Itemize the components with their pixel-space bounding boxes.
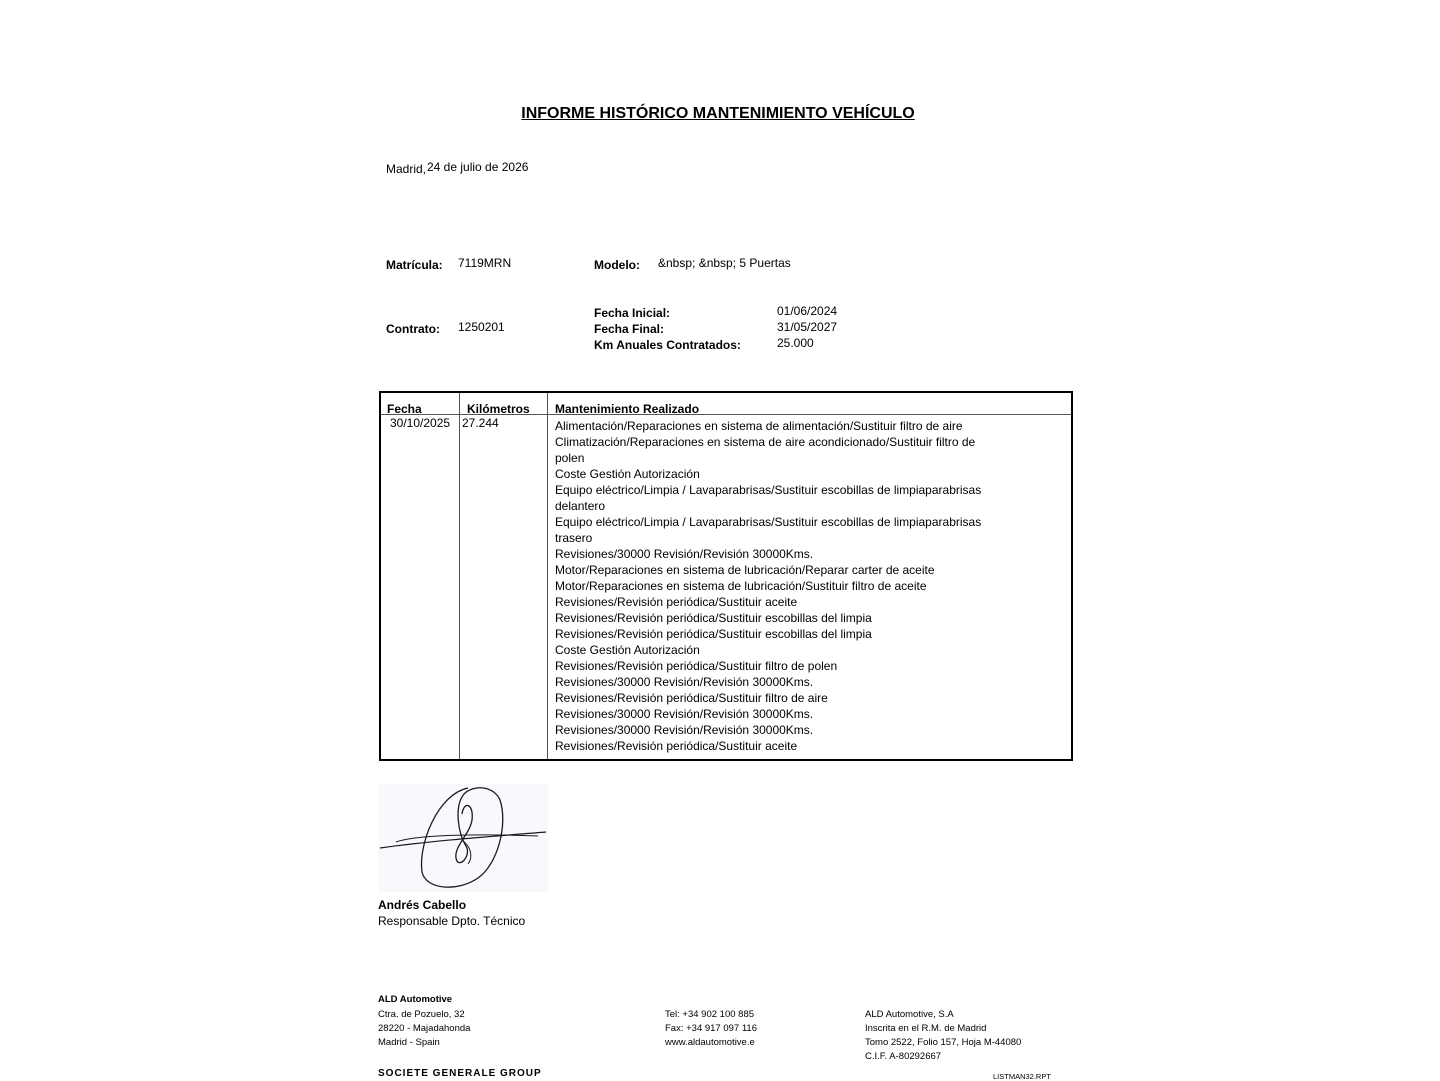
fecha-final-label: Fecha Final: bbox=[594, 322, 665, 336]
maintenance-item: Revisiones/Revisión periódica/Sustituir aceite bbox=[555, 739, 798, 753]
maintenance-item: Motor/Reparaciones en sistema de lubricación/Sustituir filtro de aceite bbox=[555, 579, 927, 593]
footer-fax: Fax: +34 917 097 116 bbox=[665, 1023, 757, 1034]
column-divider bbox=[547, 393, 548, 759]
footer-company: ALD Automotive bbox=[378, 994, 453, 1005]
footer-address-line: Madrid - Spain bbox=[378, 1037, 440, 1048]
fecha-final-value: 31/05/2027 bbox=[777, 320, 838, 334]
matricula-value: 7119MRN bbox=[458, 256, 512, 270]
signatory-role: Responsable Dpto. Técnico bbox=[378, 914, 526, 928]
maintenance-item: Motor/Reparaciones en sistema de lubricación/Reparar carter de aceite bbox=[555, 563, 935, 577]
matricula-label: Matrícula: bbox=[386, 258, 443, 272]
footer-legal-line: C.I.F. A-80292667 bbox=[865, 1051, 942, 1062]
row-fecha: 30/10/2025 bbox=[390, 416, 451, 430]
footer-legal-line: Tomo 2522, Folio 157, Hoja M-44080 bbox=[865, 1037, 1022, 1048]
maintenance-item: Revisiones/30000 Revisión/Revisión 30000Kms. bbox=[555, 675, 814, 689]
maintenance-items bbox=[555, 418, 995, 754]
footer-address-line: 28220 - Majadahonda bbox=[378, 1023, 471, 1034]
header-fecha: Fecha bbox=[387, 402, 422, 416]
signatory-name: Andrés Cabello bbox=[378, 898, 467, 912]
group-logo-text: SOCIETE GENERALE GROUP bbox=[378, 1068, 542, 1079]
signature bbox=[378, 784, 548, 892]
footer-phone: Tel: +34 902 100 885 bbox=[665, 1009, 755, 1020]
maintenance-item: Revisiones/30000 Revisión/Revisión 30000Kms. bbox=[555, 723, 814, 737]
maintenance-item: Alimentación/Reparaciones en sistema de alimentación/Sustituir filtro de aire bbox=[555, 419, 963, 433]
report-date: 24 de julio de 2026 bbox=[427, 160, 529, 174]
place-label: Madrid, bbox=[386, 162, 427, 176]
maintenance-item: Coste Gestión Autorización bbox=[555, 643, 700, 657]
contrato-value: 1250201 bbox=[458, 320, 505, 334]
modelo-value: &nbsp; &nbsp; 5 Puertas bbox=[658, 256, 791, 270]
report-title: INFORME HISTÓRICO MANTENIMIENTO VEHÍCULO bbox=[521, 105, 915, 122]
footer-address-line: Ctra. de Pozuelo, 32 bbox=[378, 1009, 465, 1020]
maintenance-item: Equipo eléctrico/Limpia / Lavaparabrisas/Sustituir escobillas de limpiaparabrisas delantero bbox=[555, 483, 982, 513]
maintenance-item: Revisiones/Revisión periódica/Sustituir aceite bbox=[555, 595, 798, 609]
maintenance-item: Climatización/Reparaciones en sistema de aire acondicionado/Sustituir filtro de polen bbox=[555, 435, 976, 465]
header-mantenimiento: Mantenimiento Realizado bbox=[555, 402, 700, 416]
maintenance-item: Revisiones/Revisión periódica/Sustituir filtro de polen bbox=[555, 659, 838, 673]
maintenance-item: Equipo eléctrico/Limpia / Lavaparabrisas/Sustituir escobillas de limpiaparabrisas trasero bbox=[555, 515, 982, 545]
fecha-inicial-label: Fecha Inicial: bbox=[594, 306, 671, 320]
fecha-inicial-value: 01/06/2024 bbox=[777, 304, 838, 318]
column-divider bbox=[459, 393, 460, 759]
maintenance-item: Coste Gestión Autorización bbox=[555, 467, 700, 481]
km-anuales-value: 25.000 bbox=[777, 336, 814, 350]
footer-legal-line: Inscrita en el R.M. de Madrid bbox=[865, 1023, 987, 1034]
footer-website: www.aldautomotive.e bbox=[665, 1037, 755, 1048]
maintenance-item: Revisiones/Revisión periódica/Sustituir escobillas del limpia bbox=[555, 611, 872, 625]
contrato-label: Contrato: bbox=[386, 322, 440, 336]
footer-legal-line: ALD Automotive, S.A bbox=[865, 1009, 954, 1020]
maintenance-item: Revisiones/Revisión periódica/Sustituir filtro de aire bbox=[555, 691, 828, 705]
header-kilometros: Kilómetros bbox=[467, 402, 530, 416]
km-anuales-label: Km Anuales Contratados: bbox=[594, 338, 741, 352]
report-code: LISTMAN32.RPT bbox=[993, 1072, 1051, 1081]
modelo-label: Modelo: bbox=[594, 258, 640, 272]
maintenance-item: Revisiones/Revisión periódica/Sustituir escobillas del limpia bbox=[555, 627, 872, 641]
maintenance-table bbox=[379, 391, 1073, 761]
maintenance-item: Revisiones/30000 Revisión/Revisión 30000Kms. bbox=[555, 547, 814, 561]
maintenance-item: Revisiones/30000 Revisión/Revisión 30000Kms. bbox=[555, 707, 814, 721]
row-km: 27.244 bbox=[462, 416, 499, 430]
